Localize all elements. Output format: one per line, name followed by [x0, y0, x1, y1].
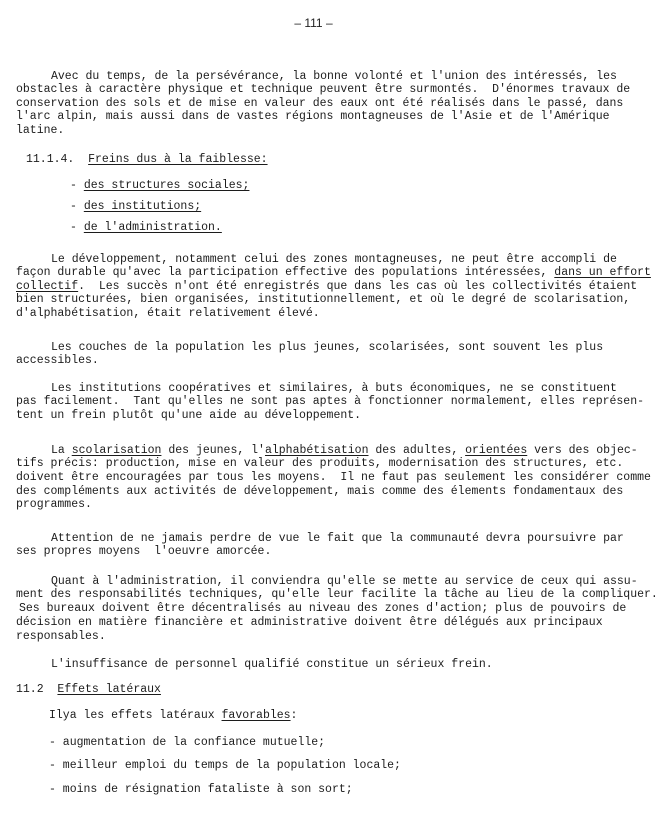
- text-segment: -: [70, 179, 84, 192]
- text-line: [16, 280, 637, 294]
- text-line: [16, 630, 106, 644]
- text-line: [51, 444, 638, 458]
- text-line: [51, 253, 617, 267]
- text-segment: vers des objec-: [527, 444, 638, 457]
- list-item: [70, 200, 201, 214]
- text-segment: pas facilement. Tant qu'elles ne sont pas aptes à fonctionner normalement, elles représen-: [16, 395, 645, 408]
- text-segment: L'insuffisance de personnel qualifié constitue un sérieux frein.: [51, 658, 493, 671]
- text-line: [51, 658, 493, 672]
- text-line: [51, 532, 624, 546]
- underlined-text: favorables: [221, 709, 291, 722]
- text-line: [16, 616, 603, 630]
- text-segment: des compléments aux activités de développement, mais comme des élements fondamentaux des: [16, 485, 624, 498]
- text-segment: Quant à l'administration, il conviendra qu'elle se mette au service de ceux qui assu-: [51, 575, 638, 588]
- underlined-text: collectif: [16, 280, 79, 293]
- text-segment: décision en matière financière et administrative doivent être délégués aux principaux: [16, 616, 603, 629]
- text-line: [16, 545, 271, 559]
- text-line: [16, 485, 623, 499]
- text-segment: programmes.: [16, 498, 92, 511]
- underlined-text: dans un effort: [554, 266, 651, 279]
- underlined-text: Effets latéraux: [57, 683, 161, 696]
- text-segment: -: [70, 200, 84, 213]
- list-item: [70, 179, 249, 193]
- underlined-text: des institutions;: [83, 200, 202, 213]
- text-line: [16, 409, 361, 423]
- text-segment: Ilya les effets latéraux: [49, 709, 222, 722]
- underlined-text: alphabétisation: [264, 444, 369, 457]
- text-line: [16, 124, 64, 138]
- text-segment: -: [70, 221, 84, 234]
- text-segment: 11.1.4.: [26, 153, 89, 166]
- text-segment: ment des responsabilités techniques, qu'elle leur facilite la tâche au lieu de la compliquer.: [16, 588, 658, 601]
- text-segment: ses propres moyens l'oeuvre amorcée.: [16, 545, 272, 558]
- text-segment: d'alphabétisation, était relativement élevé.: [16, 307, 320, 320]
- text-segment: - moins de résignation fataliste à son sort;: [49, 783, 353, 796]
- text-segment: des adultes,: [368, 444, 466, 457]
- text-segment: tent un frein plutôt qu'une aide au développement.: [16, 409, 362, 422]
- text-segment: Le développement, notamment celui des zones montagneuses, ne peut être accompli de: [51, 253, 617, 266]
- text-segment: - meilleur emploi du temps de la population locale;: [49, 759, 401, 772]
- text-line: [16, 110, 610, 124]
- text-line: [16, 471, 651, 485]
- text-segment: façon durable qu'avec la participation effective des populations intéressées,: [16, 266, 555, 279]
- text-line: [19, 602, 626, 616]
- text-segment: latine.: [16, 124, 65, 137]
- text-segment: conservation des sols et de mise en valeur des eaux ont été réalisés dans le passé, dans: [16, 97, 624, 110]
- text-segment: responsables.: [16, 630, 106, 643]
- section-heading: [26, 153, 268, 167]
- text-line: [51, 382, 617, 396]
- text-line: [51, 341, 603, 355]
- list-item: [49, 759, 401, 773]
- text-line: [16, 395, 644, 409]
- text-line: [16, 266, 651, 280]
- page-number: – 111 –: [294, 16, 333, 30]
- underlined-text: orientées: [465, 444, 528, 457]
- text-line: [16, 588, 658, 602]
- text-line: [16, 457, 623, 471]
- underlined-text: des structures sociales;: [83, 179, 250, 192]
- underlined-text: de l'administration.: [83, 221, 222, 234]
- text-segment: tifs précis: production, mise en valeur des produits, modernisation des structures, etc.: [16, 457, 624, 470]
- text-segment: doivent être encouragées par tous les moyens. Il ne faut pas seulement les considérer comme: [16, 471, 651, 484]
- text-segment: La: [51, 444, 72, 457]
- text-line: [16, 293, 630, 307]
- text-segment: bien structurées, bien organisées, institutionnellement, et où le degré de scolarisation,: [16, 293, 631, 306]
- text-segment: . Les succès n'ont été enregistrés que dans les cas où les collectivités étaient: [78, 280, 638, 293]
- list-item: [49, 783, 353, 797]
- text-line: [16, 354, 99, 368]
- text-segment: Attention de ne jamais perdre de vue le fait que la communauté devra poursuivre par: [51, 532, 624, 545]
- list-item: [49, 736, 325, 750]
- text-segment: Les couches de la population les plus jeunes, scolarisées, sont souvent les plus: [51, 341, 604, 354]
- text-line: [16, 83, 630, 97]
- text-segment: :: [290, 709, 298, 722]
- text-segment: l'arc alpin, mais aussi dans de vastes régions montagneuses de l'Asie et de l'Amérique: [16, 110, 610, 123]
- underlined-text: scolarisation: [71, 444, 162, 457]
- text-segment: Ses bureaux doivent être décentralisés au niveau des zones d'action; plus de pouvoirs de: [19, 602, 627, 615]
- text-line: [16, 498, 92, 512]
- text-line: [16, 97, 623, 111]
- text-line: [51, 70, 617, 84]
- list-item: [70, 221, 222, 235]
- text-segment: obstacles à caractère physique et technique peuvent être surmontés. D'énormes travaux de: [16, 83, 631, 96]
- text-segment: Avec du temps, de la persévérance, la bonne volonté et l'union des intéressés, les: [51, 70, 617, 83]
- text-line: [16, 307, 320, 321]
- text-segment: des jeunes, l': [161, 444, 265, 457]
- text-segment: Les institutions coopératives et similaires, à buts économiques, ne se constituent: [51, 382, 617, 395]
- section-heading: [16, 683, 161, 697]
- text-line: [51, 575, 638, 589]
- text-line: [49, 709, 297, 723]
- text-segment: accessibles.: [16, 354, 99, 367]
- text-segment: 11.2: [16, 683, 58, 696]
- text-segment: - augmentation de la confiance mutuelle;: [49, 736, 326, 749]
- underlined-text: Freins dus à la faiblesse:: [88, 153, 268, 166]
